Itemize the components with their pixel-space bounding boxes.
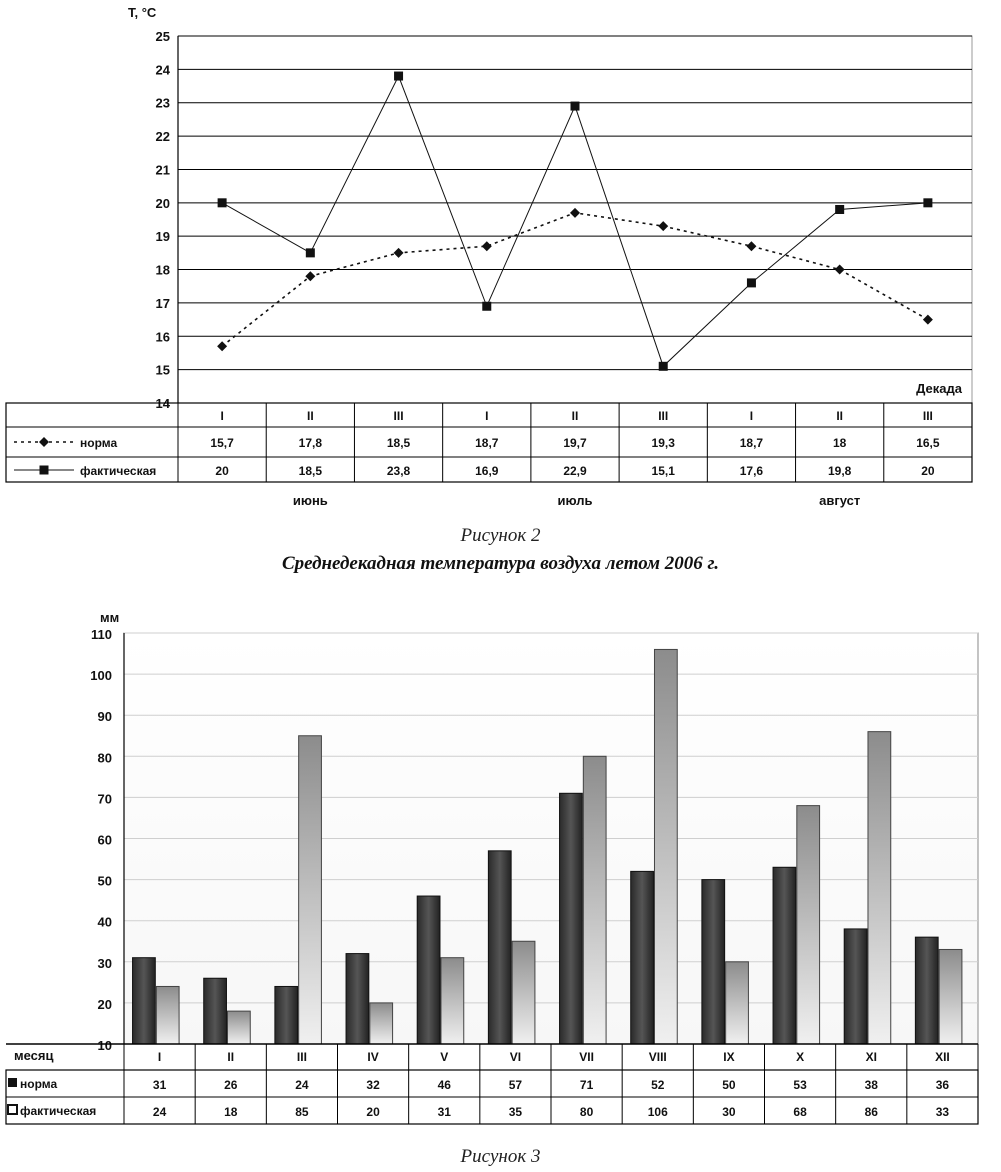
bar-norma (560, 793, 583, 1044)
fact-value: 80 (579, 1105, 594, 1119)
month-label: июль (557, 493, 593, 508)
month-label: VII (579, 1050, 594, 1064)
bar-fact (441, 958, 464, 1044)
y-tick-label: 19 (155, 229, 170, 245)
y-tick-label: 24 (155, 62, 170, 78)
decade-label: I (749, 409, 754, 423)
y-tick-label: 20 (97, 996, 112, 1012)
norma-value: 38 (864, 1078, 878, 1092)
y-tick-label: 16 (155, 329, 170, 345)
bar-fact (939, 949, 962, 1044)
fact-value: 22,9 (563, 464, 587, 478)
month-label: август (819, 493, 861, 508)
y-tick-label: 15 (155, 362, 170, 378)
figure-2-caption-title: Среднедекадная температура воздуха летом 2006 г. (281, 553, 720, 574)
fact-value: 35 (508, 1105, 523, 1119)
fact-value: 31 (437, 1105, 451, 1119)
y-tick-label: 80 (97, 750, 112, 766)
fact-value: 19,8 (827, 464, 852, 478)
month-label: VIII (648, 1050, 667, 1064)
y-tick-label: 50 (97, 873, 112, 889)
y-tick-label: 21 (155, 162, 170, 178)
fact-value: 15,1 (651, 464, 675, 478)
norma-value: 18 (832, 436, 847, 450)
norma-value: 15,7 (210, 436, 234, 450)
y-tick-label: 10 (97, 1038, 112, 1053)
month-label: IX (723, 1050, 735, 1064)
y-tick-label: 23 (155, 95, 170, 111)
decade-label: III (393, 409, 404, 423)
y-tick-label: 14 (155, 396, 170, 411)
norma-value: 18,7 (475, 436, 499, 450)
norma-value: 53 (793, 1078, 807, 1092)
fact-value: 18 (224, 1105, 238, 1119)
bar-norma (844, 929, 867, 1044)
norma-value: 19,7 (563, 436, 587, 450)
month-label: июнь (292, 493, 328, 508)
legend-label-fact: фактическая (20, 1104, 97, 1118)
month-label: III (296, 1050, 307, 1064)
month-label: II (227, 1050, 235, 1064)
bar-fact (512, 941, 535, 1044)
y-tick-label: 17 (155, 295, 170, 311)
norma-value: 31 (152, 1078, 167, 1092)
month-label: I (157, 1050, 162, 1064)
bar-fact (654, 649, 677, 1044)
y-tick-label: 40 (97, 914, 112, 930)
fact-value: 85 (295, 1105, 309, 1119)
fact-value: 30 (722, 1105, 736, 1119)
norma-value: 24 (295, 1078, 309, 1092)
month-label: IV (367, 1050, 379, 1064)
norma-value: 18,7 (739, 436, 764, 450)
y-tick-label: 30 (97, 955, 112, 971)
legend-label-norma: норма (80, 436, 118, 450)
norma-value: 32 (366, 1078, 380, 1092)
bar-norma (702, 880, 725, 1044)
bar-fact (797, 806, 820, 1044)
legend-marker-fact (8, 1105, 17, 1114)
month-label: X (796, 1050, 805, 1064)
y-tick-label: 100 (90, 668, 112, 684)
bar-norma (275, 986, 298, 1044)
y-tick-label: 20 (155, 195, 170, 211)
bar-norma (915, 937, 938, 1044)
y-tick-label: 110 (91, 627, 112, 642)
fact-value: 18,5 (298, 464, 323, 478)
fact-value: 33 (935, 1105, 950, 1119)
fact-value: 23,8 (386, 464, 411, 478)
fact-value: 86 (864, 1105, 878, 1119)
fact-value: 24 (152, 1105, 167, 1119)
norma-value: 71 (579, 1078, 594, 1092)
bar-fact (583, 756, 606, 1044)
norma-value: 19,3 (651, 436, 675, 450)
month-label: XI (865, 1050, 877, 1064)
fact-value: 20 (366, 1105, 380, 1119)
fact-value: 106 (647, 1105, 668, 1119)
decade-label: II (836, 409, 844, 423)
fact-value: 20 (215, 464, 229, 478)
norma-value: 17,8 (298, 436, 323, 450)
y-axis-title: T, °C (128, 5, 157, 20)
x-axis-title: месяц (14, 1048, 54, 1063)
bar-fact (370, 1003, 393, 1044)
bar-norma (488, 851, 511, 1044)
y-tick-label: 60 (97, 832, 112, 848)
y-tick-label: 25 (155, 29, 170, 44)
norma-value: 57 (508, 1078, 523, 1092)
norma-value: 26 (224, 1078, 238, 1092)
fact-value: 20 (921, 464, 935, 478)
legend-label-fact: фактическая (80, 464, 157, 478)
y-tick-label: 18 (155, 262, 170, 278)
y-axis-title: мм (100, 610, 120, 625)
bar-fact (299, 736, 322, 1044)
norma-value: 46 (437, 1078, 451, 1092)
bar-norma (773, 867, 796, 1044)
bar-norma (204, 978, 227, 1044)
y-tick-label: 22 (155, 129, 170, 145)
figure-2-caption-number: Рисунок 2 (460, 525, 541, 546)
fact-value: 16,9 (475, 464, 499, 478)
bar-norma (417, 896, 440, 1044)
figure-3-caption-number: Рисунок 3 (460, 1146, 541, 1167)
decade-label: I (485, 409, 489, 423)
fact-value: 17,6 (739, 464, 764, 478)
x-axis-title: Декада (916, 381, 962, 396)
legend-marker-norma (8, 1078, 17, 1087)
bar-norma (346, 954, 369, 1044)
norma-value: 36 (935, 1078, 950, 1092)
month-label: V (440, 1050, 449, 1064)
legend-label-norma: норма (20, 1077, 58, 1091)
bar-norma (133, 958, 156, 1044)
y-tick-label: 90 (97, 709, 112, 725)
month-label: XII (935, 1050, 950, 1064)
fact-value: 68 (793, 1105, 807, 1119)
bar-fact (227, 1011, 250, 1044)
decade-label: III (658, 409, 669, 423)
norma-value: 52 (651, 1078, 665, 1092)
decade-label: II (306, 409, 314, 423)
bar-norma (631, 871, 654, 1044)
bar-fact (726, 962, 749, 1044)
bar-fact (868, 732, 891, 1044)
month-label: VI (509, 1050, 522, 1064)
norma-value: 18,5 (386, 436, 411, 450)
y-tick-label: 70 (97, 791, 112, 807)
decade-label: II (571, 409, 579, 423)
bar-fact (156, 986, 179, 1044)
norma-value: 16,5 (916, 436, 940, 450)
norma-value: 50 (722, 1078, 736, 1092)
decade-label: III (922, 409, 933, 423)
decade-label: I (220, 409, 224, 423)
